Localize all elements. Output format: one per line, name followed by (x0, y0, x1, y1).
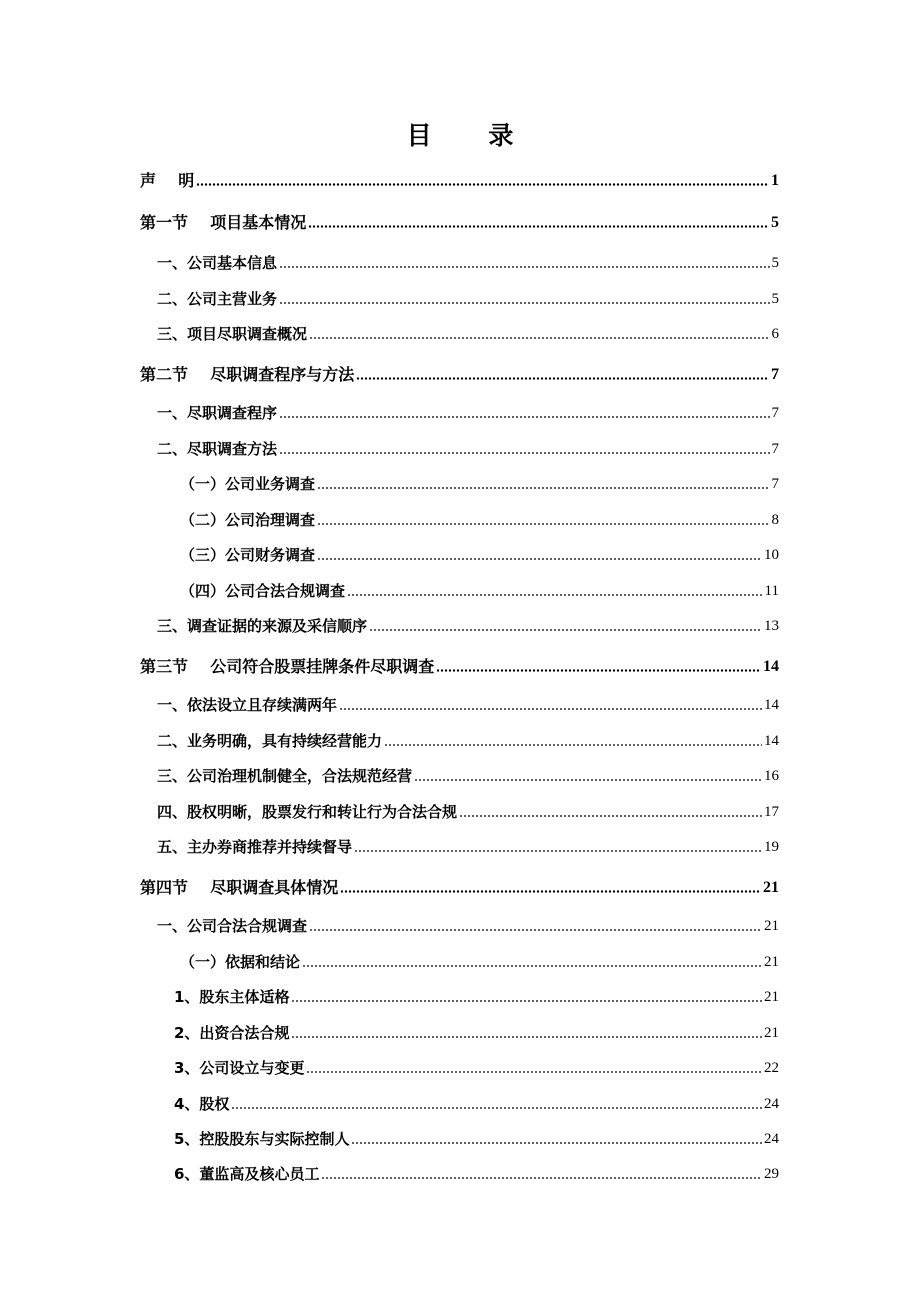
dot-leader (369, 627, 762, 632)
toc-entry[interactable] (157, 912, 779, 936)
toc-entry-page-number: 21 (764, 989, 779, 1005)
toc-entry[interactable] (180, 577, 779, 601)
toc-entry[interactable] (157, 399, 779, 423)
toc-entry-page-number: 21 (764, 1025, 779, 1041)
toc-entry-title: 3、公司设立与变更 (174, 1059, 305, 1077)
toc-entry-title: 2、出资合法合规 (174, 1024, 290, 1042)
toc-entry-title: 二、尽职调查方法 (157, 440, 278, 458)
toc-entry-title: 1、股东主体适格 (174, 988, 290, 1006)
toc-entry-title: 第三节 公司符合股票挂牌条件尽职调查 (140, 657, 435, 676)
dot-leader (354, 848, 762, 853)
toc-title: 目 录 (406, 121, 538, 150)
toc-entry-title: 第四节 尽职调查具体情况 (140, 878, 339, 897)
toc-entry[interactable] (157, 249, 779, 273)
dot-leader (196, 182, 769, 187)
toc-entry-title: 6、董监高及核心员工 (174, 1165, 320, 1183)
toc-chapter-entry[interactable] (140, 653, 779, 677)
toc-entry[interactable] (157, 798, 779, 822)
toc-entry[interactable] (174, 983, 779, 1007)
toc-entry-page-number: 14 (764, 697, 779, 713)
toc-entry-page-number: 7 (771, 441, 779, 457)
toc-entry-title: 三、项目尽职调查概况 (157, 325, 308, 343)
dot-leader (436, 668, 761, 673)
toc-entry-title: 一、依法设立且存续满两年 (157, 696, 338, 714)
toc-entry-page-number: 13 (764, 618, 779, 634)
toc-entry[interactable] (157, 727, 779, 751)
toc-entry-page-number: 6 (771, 326, 779, 342)
toc-entry[interactable] (180, 506, 779, 530)
toc-entry-title: 四、股权明晰，股票发行和转让行为合法合规 (157, 803, 458, 821)
toc-entry-title: 第一节 项目基本情况 (140, 213, 307, 232)
toc-entry-title: 一、公司基本信息 (157, 254, 278, 272)
dot-leader (317, 485, 769, 490)
toc-entry[interactable] (157, 435, 779, 459)
toc-entry-title: （三）公司财务调查 (180, 546, 316, 564)
dot-leader (279, 450, 769, 455)
toc-entry-page-number: 11 (764, 583, 779, 599)
toc-entry-title: 一、公司合法合规调查 (157, 917, 308, 935)
toc-chapter-entry[interactable] (140, 361, 779, 385)
dot-leader (339, 706, 762, 711)
toc-entry[interactable] (157, 320, 779, 344)
toc-entry[interactable] (157, 691, 779, 715)
toc-entry[interactable] (157, 285, 779, 309)
toc-entry-page-number: 5 (771, 255, 779, 271)
toc-entry-page-number: 29 (764, 1166, 779, 1182)
toc-entry-page-number: 24 (764, 1131, 779, 1147)
toc-entry-title: 第二节 尽职调查程序与方法 (140, 365, 355, 384)
toc-entry-page-number: 17 (764, 804, 779, 820)
toc-entry[interactable] (180, 470, 779, 494)
dot-leader (347, 592, 763, 597)
toc-entry-page-number: 21 (763, 879, 779, 896)
dot-leader (279, 264, 769, 269)
toc-entry-page-number: 19 (764, 839, 779, 855)
toc-chapter-entry[interactable] (140, 209, 779, 233)
dot-leader (279, 300, 769, 305)
toc-entry[interactable] (174, 1160, 779, 1184)
toc-entry-page-number: 7 (771, 405, 779, 421)
toc-entry[interactable] (174, 1125, 779, 1149)
dot-leader (309, 927, 762, 932)
toc-entry[interactable] (174, 1019, 779, 1043)
toc-entry-page-number: 8 (771, 512, 779, 528)
dot-leader (414, 777, 762, 782)
dot-leader (459, 813, 762, 818)
toc-entry-title: 三、调查证据的来源及采信顺序 (157, 617, 368, 635)
toc-entry-title: 二、公司主营业务 (157, 290, 278, 308)
dot-leader (321, 1175, 762, 1180)
toc-entry-page-number: 14 (763, 658, 779, 675)
dot-leader (356, 376, 769, 381)
toc-entry-title: 二、业务明确，具有持续经营能力 (157, 732, 383, 750)
toc-entry-page-number: 1 (771, 172, 779, 189)
toc-entry-page-number: 21 (764, 954, 779, 970)
toc-entry-page-number: 5 (771, 291, 779, 307)
dot-leader (279, 414, 769, 419)
toc-entry-title: 一、尽职调查程序 (157, 404, 278, 422)
toc-entry-page-number: 10 (764, 547, 779, 563)
dot-leader (291, 998, 762, 1003)
toc-entry-page-number: 24 (764, 1096, 779, 1112)
toc-entry-page-number: 7 (771, 366, 779, 383)
dot-leader (317, 556, 762, 561)
toc-entry-title: （二）公司治理调查 (180, 511, 316, 529)
dot-leader (351, 1140, 762, 1145)
dot-leader (308, 224, 769, 229)
toc-entry-page-number: 22 (764, 1060, 779, 1076)
dot-leader (340, 889, 761, 894)
toc-entry[interactable] (157, 762, 779, 786)
toc-entry-title: （四）公司合法合规调查 (180, 582, 346, 600)
toc-chapter-entry[interactable] (140, 167, 779, 191)
toc-entry-title: （一）依据和结论 (180, 953, 301, 971)
dot-leader (291, 1034, 762, 1039)
toc-entry-page-number: 7 (771, 476, 779, 492)
toc-chapter-entry[interactable] (140, 874, 779, 898)
toc-entry-title: 5、控股股东与实际控制人 (174, 1130, 350, 1148)
toc-entry-page-number: 5 (771, 214, 779, 231)
dot-leader (306, 1069, 762, 1074)
toc-entry-title: （一）公司业务调查 (180, 475, 316, 493)
dot-leader (231, 1105, 762, 1110)
toc-entry-title: 三、公司治理机制健全，合法规范经营 (157, 767, 413, 785)
toc-entry-page-number: 16 (764, 768, 779, 784)
toc-entry-title: 声 明 (140, 171, 195, 190)
dot-leader (302, 963, 762, 968)
toc-entry-page-number: 14 (764, 733, 779, 749)
dot-leader (317, 521, 769, 526)
toc-entry[interactable] (157, 833, 779, 857)
toc-entry[interactable] (174, 1090, 779, 1114)
dot-leader (384, 742, 762, 747)
dot-leader (309, 335, 769, 340)
toc-entry[interactable] (180, 948, 779, 972)
toc-entry[interactable] (174, 1054, 779, 1078)
toc-entry-title: 五、主办券商推荐并持续督导 (157, 838, 353, 856)
toc-entry[interactable] (157, 612, 779, 636)
toc-entry[interactable] (180, 541, 779, 565)
toc-entry-page-number: 21 (764, 918, 779, 934)
toc-entry-title: 4、股权 (174, 1095, 230, 1113)
